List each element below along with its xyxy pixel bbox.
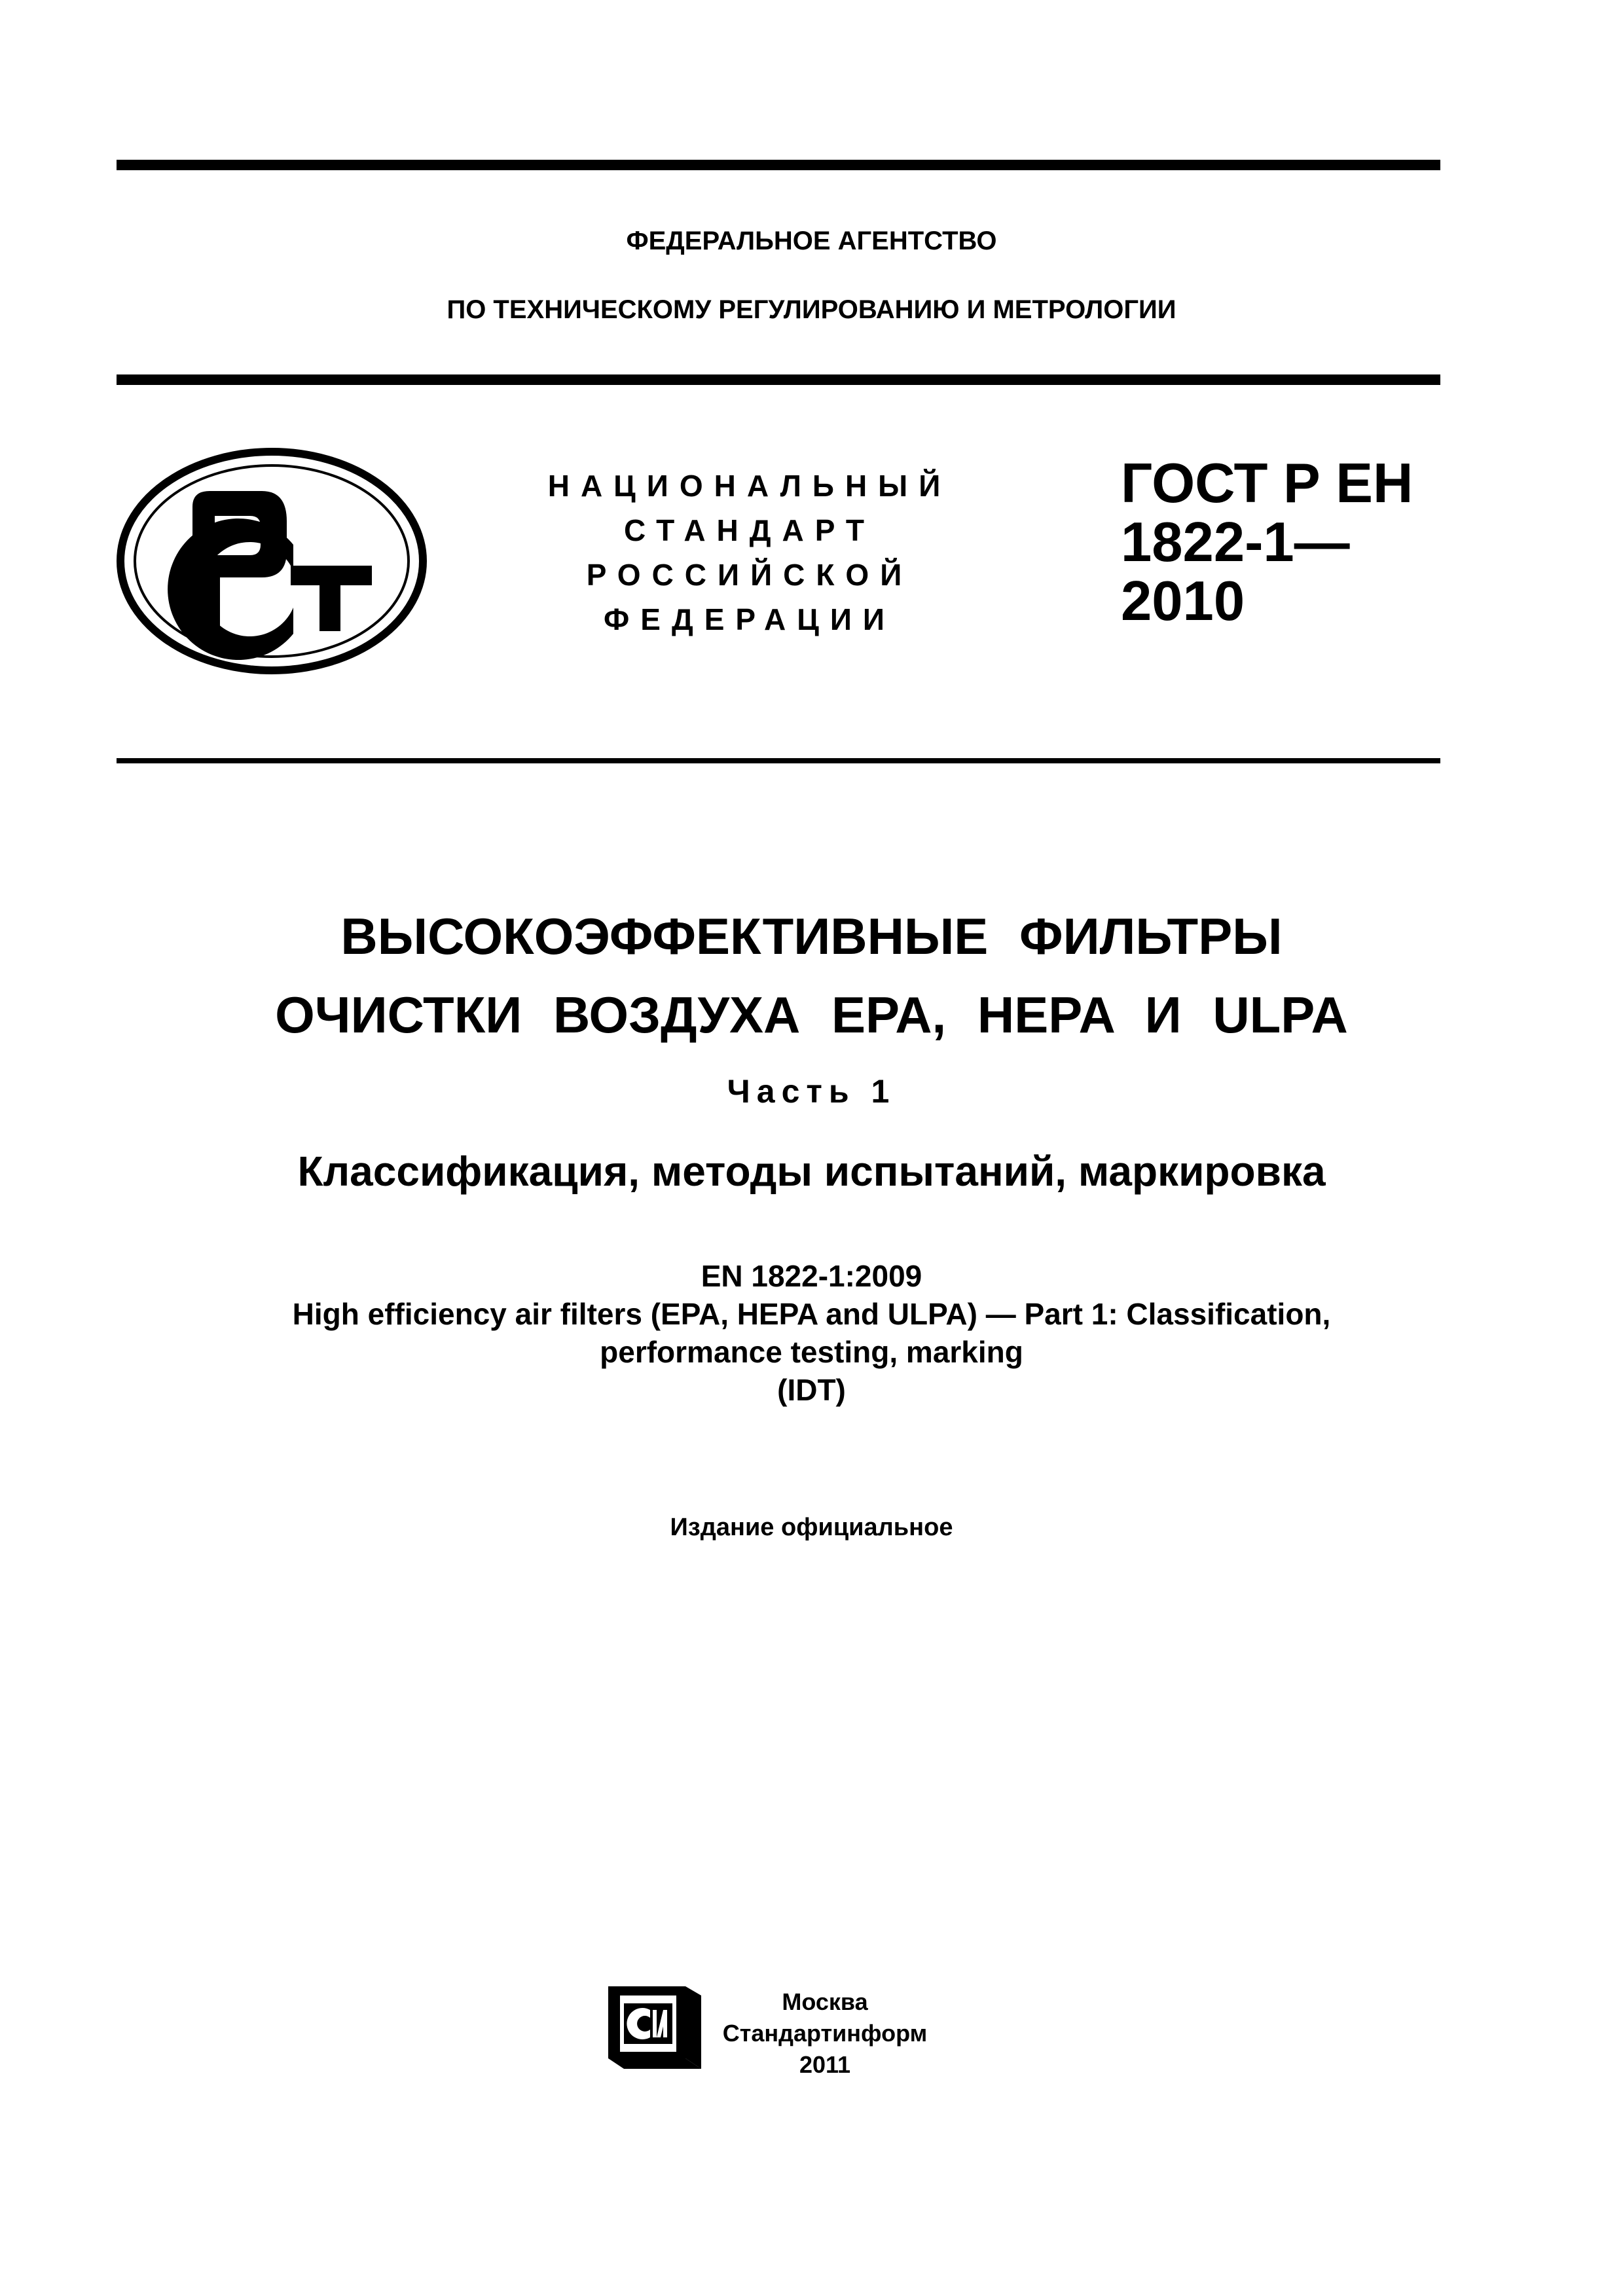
national-standard-line: СТАНДАРТ <box>624 513 875 547</box>
publisher-city: Москва <box>782 1988 868 2015</box>
lower-rule <box>117 758 1440 763</box>
designation-line: 2010 <box>1121 570 1245 632</box>
original-standard-reference <box>0 1257 1623 1409</box>
agency-line-2: ПО ТЕХНИЧЕСКОМУ РЕГУЛИРОВАНИЮ И МЕТРОЛОГИИ <box>447 295 1176 324</box>
document-subtitle: Классификация, методы испытаний, маркировка <box>297 1148 1326 1195</box>
original-title-line-1: High efficiency air filters (EPA, HEPA and ULPA) — Part 1: Classification, <box>292 1297 1331 1331</box>
publication-year: 2011 <box>799 2051 851 2078</box>
top-rule <box>117 160 1440 170</box>
national-standard-line: НАЦИОНАЛЬНЫЙ <box>547 469 952 503</box>
national-standard-line: РОССИЙСКОЙ <box>586 558 913 592</box>
edition-label: Издание официальное <box>670 1514 953 1541</box>
publisher-block <box>720 1986 930 2081</box>
designation-line: 1822-1— <box>1121 511 1350 574</box>
document-title-line-1: ВЫСОКОЭФФЕКТИВНЫЕ ФИЛЬТРЫ <box>340 907 1283 965</box>
designation-line: ГОСТ Р ЕН <box>1121 452 1413 515</box>
agency-line-1: ФЕДЕРАЛЬНОЕ АГЕНТСТВО <box>626 227 997 255</box>
publisher-name: Стандартинформ <box>722 2020 928 2047</box>
original-title-line-2: performance testing, marking <box>600 1335 1023 1369</box>
original-code: EN 1822-1:2009 <box>701 1259 922 1293</box>
national-standard-line: ФЕДЕРАЦИИ <box>604 602 896 636</box>
standartinform-logo-icon <box>606 1984 704 2071</box>
document-title-line-2: ОЧИСТКИ ВОЗДУХА ЕРА, HEPA И ULPA <box>275 986 1348 1044</box>
identity-mark: (IDT) <box>777 1373 846 1407</box>
rst-emblem-icon <box>115 446 428 676</box>
middle-rule <box>117 374 1440 385</box>
part-number: Часть 1 <box>727 1073 896 1110</box>
national-standard-label <box>537 464 962 642</box>
standard-designation <box>1121 454 1413 631</box>
